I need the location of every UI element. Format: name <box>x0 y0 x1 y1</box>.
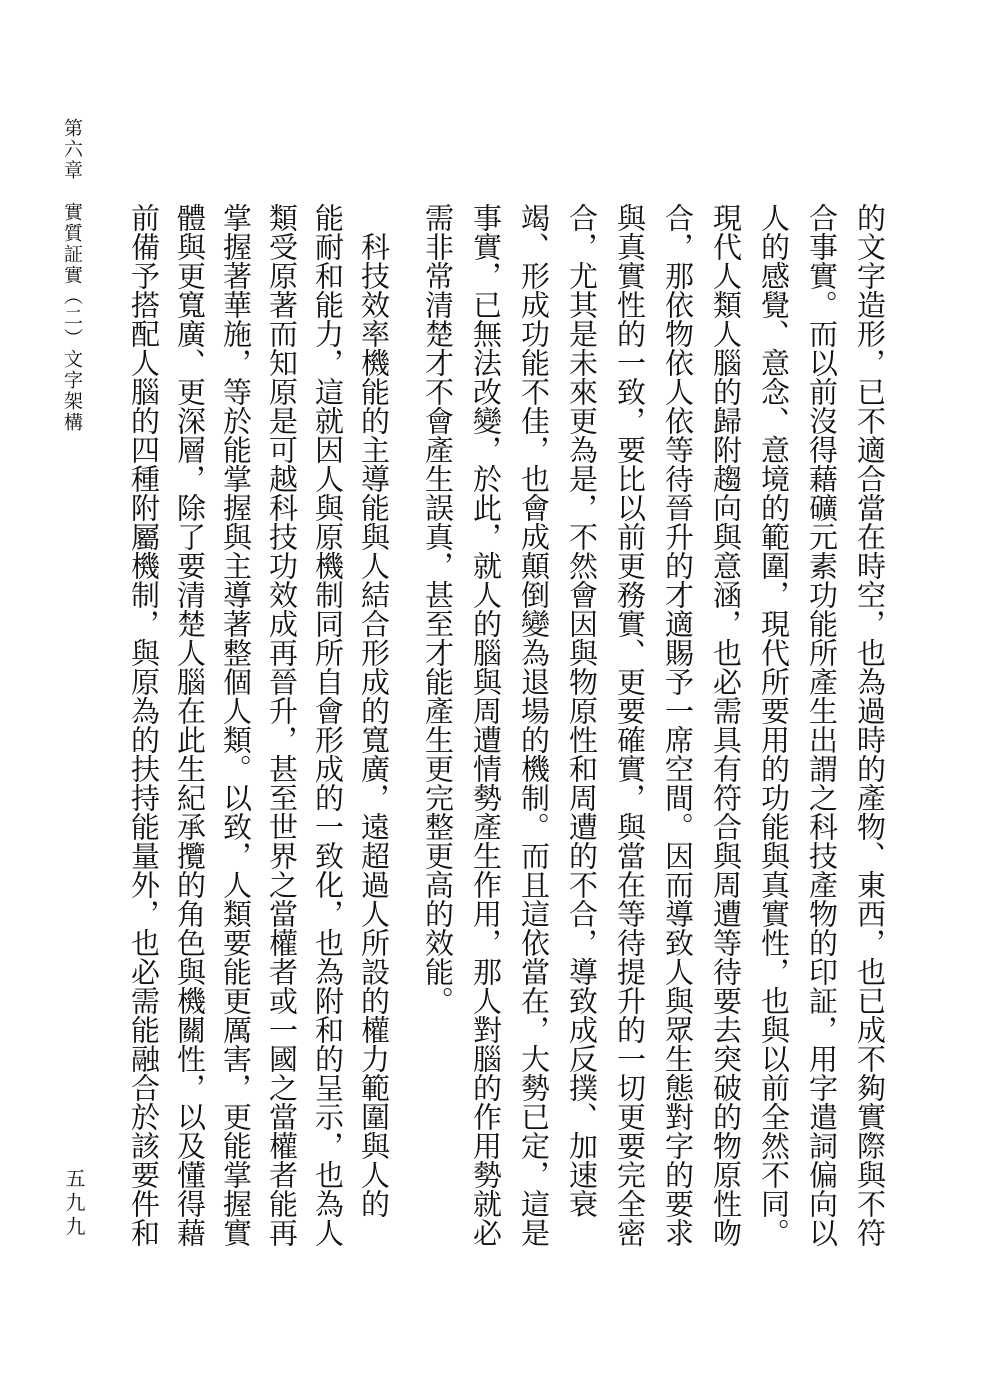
text-column: 人的感覺、意念、意境的範圍，現代所要用的功能與真實性，也與以前全然不同。 <box>757 203 791 1247</box>
text-column: 竭、形成功能不佳，也會成顛倒變為退場的機制。而且這依當在，大勢已定，這是 <box>517 203 551 1247</box>
text-column: 事實，已無法改變，於此，就人的腦與周遭情勢產生作用，那人對腦的作用勢就必 <box>469 203 503 1247</box>
text-column: 體與更寬廣、更深層，除了要清楚人腦在此生紀承攬的角色與機關性，以及懂得藉 <box>173 203 207 1247</box>
text-column: 類受原著而知原是可越科技功效成再晉升，甚至世界之當權者或一國之當權者能再 <box>265 203 299 1247</box>
text-column: 前備予搭配人腦的四種附屬機制，與原為的扶持能量外，也必需能融合於該要件和 <box>127 203 161 1247</box>
page-number: 五九九 <box>62 1168 86 1240</box>
running-head: 第六章 實質証實（二）文字架構 <box>61 118 83 433</box>
text-column: 與真實性的一致，要比以前更務實、更要確實，與當在等待提升的一切更要完全密 <box>613 203 647 1247</box>
text-column: 合，那依物依人依等待晉升的才適賜予一席空間。因而導致人與眾生態對字的要求 <box>661 203 695 1247</box>
body-text <box>124 203 890 1288</box>
text-column: 能耐和能力，這就因人與原機制同所自會形成的一致化，也為附和的呈示，也為人 <box>311 203 345 1247</box>
text-column: 現代人類人腦的歸附趨向與意涵，也必需具有符合與周遭等待要去突破的物原性吻 <box>709 203 743 1247</box>
text-column: 需非常清楚才不會產生誤真，甚至才能產生更完整更高的效能。 <box>421 203 455 1015</box>
text-column: 合，尤其是未來更為是，不然會因與物原性和周遭的不合，導致成反撲、加速衰 <box>565 203 599 1218</box>
text-column: 科技效率機能的主導能與人結合形成的寬廣，遠超過人所設的權力範圍與人的 <box>357 203 391 1218</box>
text-column: 的文字造形，已不適合當在時空，也為過時的產物、東西，也已成不夠實際與不符 <box>853 203 887 1247</box>
text-column: 掌握著華施，等於能掌握與主導著整個人類。以致，人類要能更厲害，更能掌握實 <box>219 203 253 1247</box>
text-column: 合事實。而以前沒得藉礦元素功能所產生出謂之科技產物的印証，用字遣詞偏向以 <box>805 203 839 1247</box>
